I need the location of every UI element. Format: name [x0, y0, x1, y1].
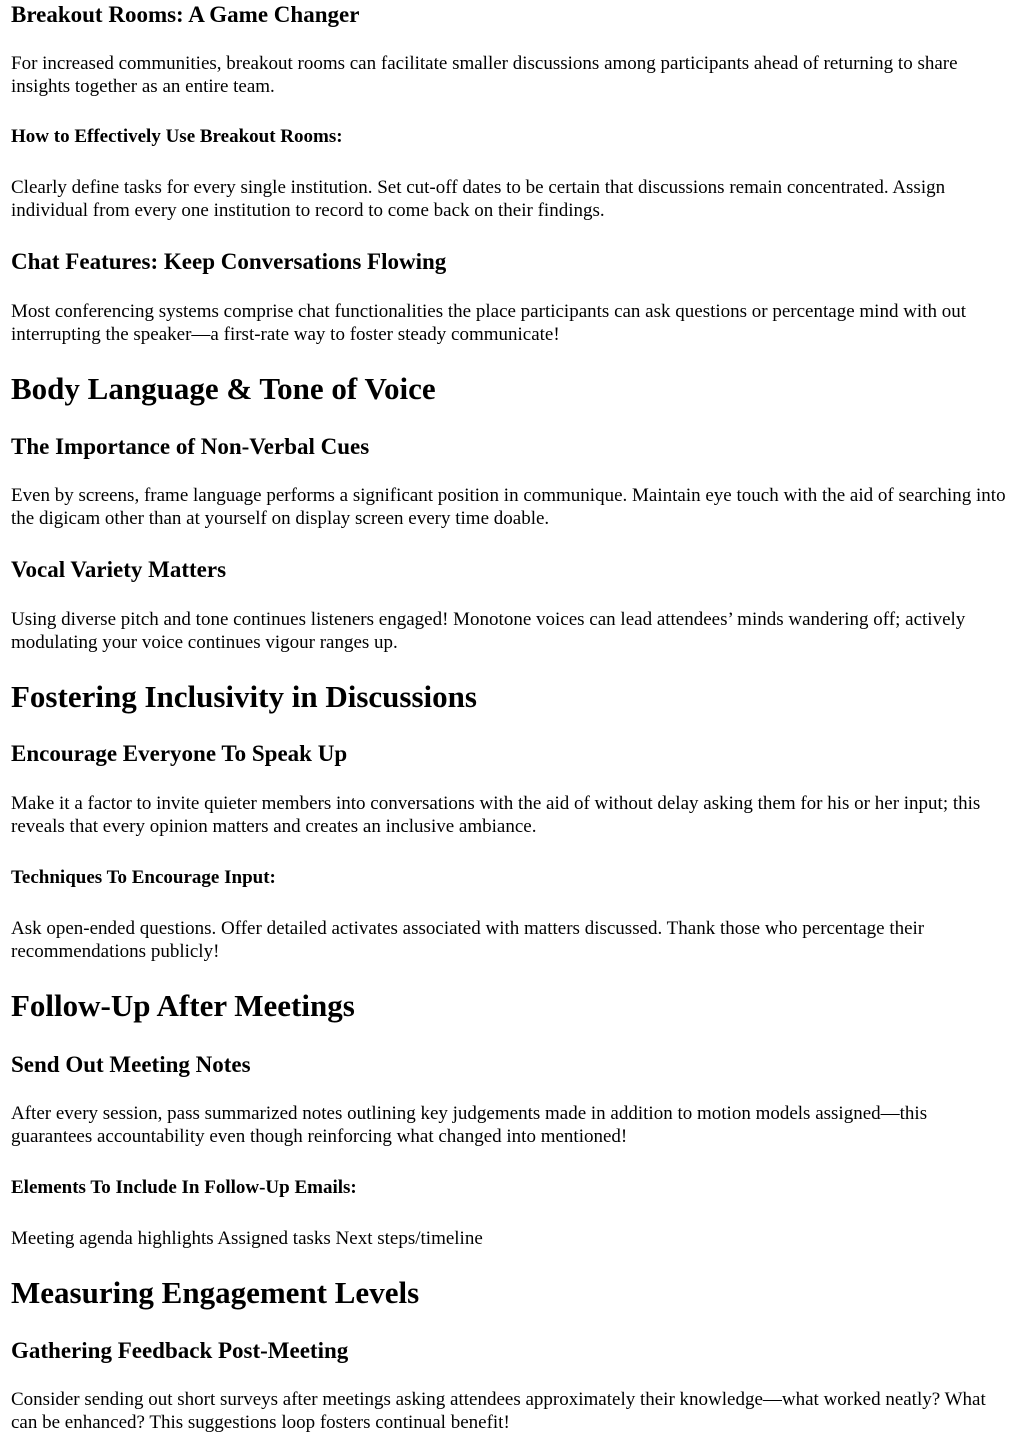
paragraph-breakout-tips: Clearly define tasks for every single institution. Set cut-off dates to be certain that discussions remain concentrated. Assign individual from every one institution to record to come back on their findings. [11, 177, 946, 221]
heading-chat-features: Chat Features: Keep Conversations Flowing [11, 249, 447, 274]
heading-measuring-engagement: Measuring Engagement Levels [11, 1275, 420, 1310]
heading-follow-up-emails: Elements To Include In Follow-Up Emails: [11, 1177, 357, 1198]
paragraph-breakout-intro: For increased communities, breakout rooms can facilitate smaller discussions among participants ahead of returning to share insights together as an entire team. [11, 53, 958, 97]
paragraph-meeting-notes: After every session, pass summarized notes outlining key judgements made in addition to motion models assigned—this guarantees accountability even though reinforcing what changed into mentioned! [11, 1103, 928, 1147]
heading-meeting-notes: Send Out Meeting Notes [11, 1052, 251, 1077]
heading-non-verbal-cues: The Importance of Non-Verbal Cues [11, 434, 370, 459]
heading-follow-up: Follow-Up After Meetings [11, 988, 355, 1023]
heading-encourage-everyone: Encourage Everyone To Speak Up [11, 741, 348, 766]
heading-techniques-input: Techniques To Encourage Input: [11, 867, 276, 888]
paragraph-follow-up-emails: Meeting agenda highlights Assigned tasks Next steps/timeline [11, 1228, 483, 1249]
heading-gathering-feedback: Gathering Feedback Post-Meeting [11, 1338, 349, 1363]
heading-vocal-variety: Vocal Variety Matters [11, 557, 227, 582]
paragraph-non-verbal-cues: Even by screens, frame language performs a significant position in communique. Maintain eye touch with the aid of searching into the digicam other than at yourself on display screen every time doable. [11, 485, 1006, 529]
paragraph-gathering-feedback: Consider sending out short surveys after meetings asking attendees approximately their knowledge—what worked neatly? What can be enhanced? This suggestions loop fosters continual benefit! [11, 1389, 986, 1433]
heading-body-language: Body Language & Tone of Voice [11, 371, 436, 406]
paragraph-vocal-variety: Using diverse pitch and tone continues listeners engaged! Monotone voices can lead attendees’ minds wandering off; actively modulating your voice continues vigour ranges up. [11, 609, 966, 653]
heading-breakout-rooms: Breakout Rooms: A Game Changer [11, 2, 360, 27]
heading-use-breakout-rooms: How to Effectively Use Breakout Rooms: [11, 126, 343, 147]
paragraph-chat-features: Most conferencing systems comprise chat functionalities the place participants can ask questions or percentage mind with out interrupting the speaker—a first-rate way to foster steady communicate! [11, 301, 967, 345]
paragraph-encourage-everyone: Make it a factor to invite quieter members into conversations with the aid of without delay asking them for his or her input; this reveals that every opinion matters and creates an inclusive ambiance. [11, 793, 981, 837]
heading-fostering-inclusivity: Fostering Inclusivity in Discussions [11, 679, 477, 714]
paragraph-techniques-input: Ask open-ended questions. Offer detailed activates associated with matters discussed. Thank those who percentage their recommendations publicly! [11, 918, 925, 962]
